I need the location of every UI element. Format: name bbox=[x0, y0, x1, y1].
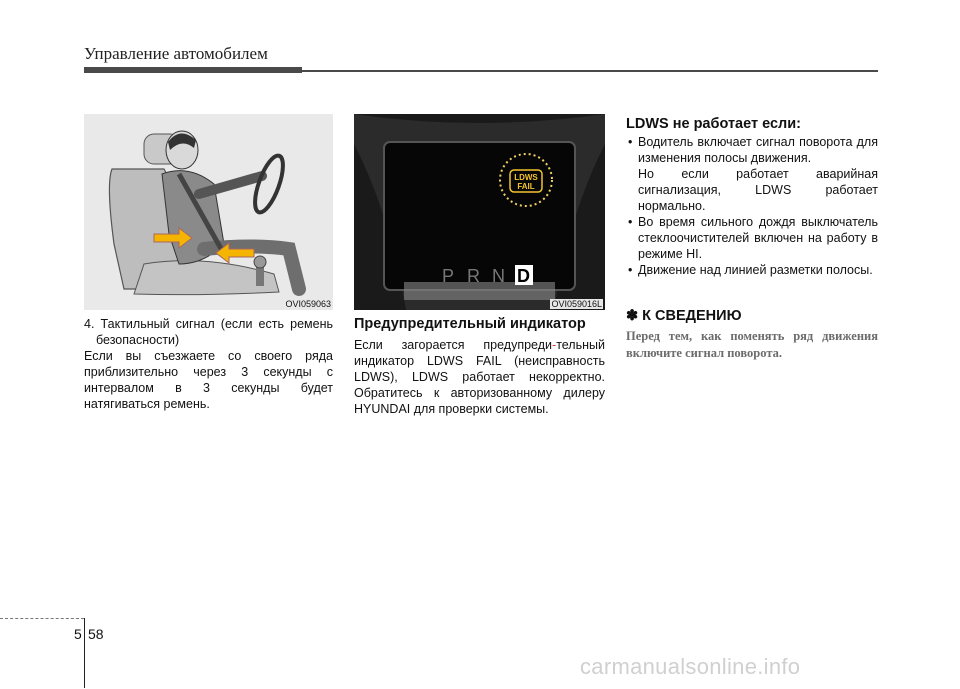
gear-d: D bbox=[517, 266, 530, 286]
note-heading: ✽ К СВЕДЕНИЮ bbox=[626, 308, 742, 324]
ldws-cluster-illustration bbox=[354, 114, 605, 310]
paragraph-rest: тельный индикатор LDWS FAIL (неисправность LDWS), LDWS работает некорректно. Обратитесь к авторизованному дилеру HYUNDAI для проверки системы. bbox=[354, 338, 605, 416]
ldws-fail-text-1: LDWS bbox=[514, 173, 538, 182]
page-number: 58 bbox=[88, 626, 104, 642]
belt-signal-paragraph: Если вы съезжаете со своего ряда приблизительно через 3 секунды с интервалом в 3 секунды будет натягиваться ремень. bbox=[84, 349, 333, 411]
bullet-text: Во время сильного дождя выключатель стеклоочистителей включен на работу в режиме HI. bbox=[638, 215, 878, 261]
gear-n: N bbox=[492, 266, 505, 286]
bullet-item-2 bbox=[628, 214, 878, 262]
warning-indicator-paragraph bbox=[354, 337, 605, 417]
seat-belt-illustration bbox=[84, 114, 333, 310]
belt-signal-item: 4. Тактильный сигнал (если есть ремень безопасности) bbox=[84, 317, 333, 347]
gear-p: P bbox=[442, 266, 455, 286]
hyphen-mark: - bbox=[552, 338, 557, 352]
bullet-item-3 bbox=[628, 262, 878, 278]
header-title: Управление автомобилем bbox=[84, 44, 268, 63]
warning-indicator-heading: Предупредительный индикатор bbox=[354, 316, 586, 332]
section-number: 5 bbox=[74, 626, 82, 642]
header-rule-thick bbox=[84, 67, 302, 73]
ldws-fail-text-2: FAIL bbox=[517, 182, 535, 191]
figure-code: OVI059016L bbox=[551, 299, 602, 309]
bullet-dot: • bbox=[628, 263, 633, 277]
header-rule-thin bbox=[302, 70, 878, 72]
footer-dashed-rule bbox=[0, 618, 84, 619]
bullet-text: Движение над линией разметки полосы. bbox=[638, 263, 873, 277]
ldws-not-working-heading: LDWS не работает если: bbox=[626, 116, 801, 132]
cluster-drawing bbox=[354, 114, 605, 310]
bullet-dot: • bbox=[628, 215, 633, 229]
footer-divider bbox=[84, 618, 85, 688]
bullet-item-1 bbox=[628, 134, 878, 166]
gear-r: R bbox=[467, 266, 480, 286]
watermark-text: carmanualsonline.info bbox=[580, 654, 801, 679]
figure-code: OVI059063 bbox=[285, 299, 331, 309]
bullet-text: Водитель включает сигнал поворота для изменения полосы движения. bbox=[638, 135, 878, 165]
paragraph-start: Если загорается предупреди bbox=[354, 338, 553, 352]
note-text: Перед тем, как поменять ряд движения включите сигнал поворота. bbox=[626, 329, 878, 360]
bullet-dot: • bbox=[628, 135, 633, 149]
driver-seat-drawing bbox=[84, 114, 333, 310]
bullet-item-1-extra: Но если работает аварийная сигнализация, LDWS работает нормально. bbox=[638, 167, 878, 213]
